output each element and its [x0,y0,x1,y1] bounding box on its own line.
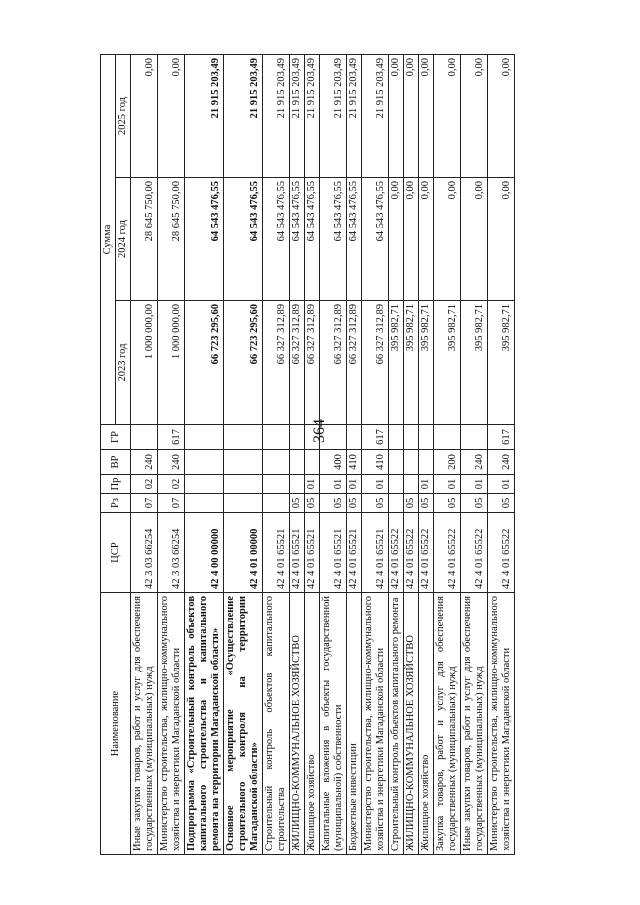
row-sum-2025: 21 915 203,49 [305,54,320,177]
row-name: Основное мероприятие «Осуществление строительного контроля на территории Магаданской области» [224,593,263,855]
row-sum-2023: 395 982,71 [488,301,515,425]
row-gr [131,425,158,450]
table-row [419,54,434,854]
row-name: Капитальные вложения в объекты государственной (муниципальной) собственности [320,593,347,855]
row-gr [224,425,263,450]
table-row [224,54,263,854]
row-csr: 42 4 01 65522 [434,513,461,593]
row-name: Министерство строительства, жилищно-коммунального хозяйства и энергетики Магаданской области [158,593,185,855]
row-sum-2023: 395 982,71 [389,301,404,425]
budget-table-container [100,55,552,855]
row-rz [263,494,290,513]
row-sum-2025: 0,00 [419,54,434,177]
header-sum: Сумма [101,54,116,424]
row-pr [389,475,404,494]
row-csr: 42 4 01 65521 [263,513,290,593]
header-vr: ВР [101,450,131,475]
table-row [362,54,389,854]
row-sum-2024: 0,00 [404,178,419,301]
row-rz: 05 [488,494,515,513]
row-gr [185,425,224,450]
row-rz: 07 [131,494,158,513]
row-rz: 05 [320,494,347,513]
row-rz: 05 [347,494,362,513]
row-vr [263,450,290,475]
row-csr: 42 4 01 65521 [290,513,305,593]
row-sum-2023: 1 000 000,00 [131,301,158,425]
table-row [347,54,362,854]
row-name: Закупка товаров, работ и услуг для обеспечения государственных (муниципальных) нужд [434,593,461,855]
row-name: Подпрограмма «Строительный контроль объектов капитального строительства и капитального ремонта на территории Магаданской области» [185,593,224,855]
row-sum-2023: 66 327 312,89 [362,301,389,425]
row-sum-2025: 0,00 [488,54,515,177]
row-sum-2023: 66 723 295,60 [185,301,224,425]
row-gr [434,425,461,450]
row-pr: 01 [461,475,488,494]
row-vr [404,450,419,475]
row-sum-2024: 0,00 [461,178,488,301]
table-row [185,54,224,854]
row-vr: 240 [158,450,185,475]
row-sum-2024: 28 645 750,00 [131,178,158,301]
row-sum-2024: 64 543 476,55 [320,178,347,301]
row-rz [389,494,404,513]
row-sum-2025: 21 915 203,49 [263,54,290,177]
row-gr [263,425,290,450]
row-pr [290,475,305,494]
row-sum-2025: 0,00 [404,54,419,177]
row-csr: 42 3 03 66254 [158,513,185,593]
row-csr: 42 4 01 65521 [305,513,320,593]
table-row [404,54,419,854]
row-rz: 05 [434,494,461,513]
row-name: Иные закупки товаров, работ и услуг для обеспечения государственных (муниципальных) нужд [461,593,488,855]
row-pr [263,475,290,494]
row-sum-2024: 64 543 476,55 [305,178,320,301]
row-sum-2025: 21 915 203,49 [290,54,305,177]
row-sum-2023: 66 327 312,89 [347,301,362,425]
row-sum-2024: 0,00 [389,178,404,301]
row-vr: 410 [347,450,362,475]
row-rz: 05 [305,494,320,513]
row-vr [290,450,305,475]
row-sum-2025: 0,00 [131,54,158,177]
row-sum-2024: 0,00 [419,178,434,301]
header-year-2023: 2023 год [116,301,131,425]
row-gr: 617 [362,425,389,450]
row-vr [419,450,434,475]
header-pr: Пр [101,475,131,494]
row-sum-2024: 64 543 476,55 [347,178,362,301]
row-gr [461,425,488,450]
row-sum-2024: 64 543 476,55 [362,178,389,301]
row-name: Министерство строительства, жилищно-коммунального хозяйства и энергетики Магаданской области [362,593,389,855]
row-pr: 01 [419,475,434,494]
row-sum-2025: 21 915 203,49 [362,54,389,177]
row-pr: 01 [320,475,347,494]
row-name: Строительный контроль объектов капитального ремонта [389,593,404,855]
row-sum-2025: 21 915 203,49 [347,54,362,177]
table-row [320,54,347,854]
table-body [131,54,515,854]
row-name: Жилищное хозяйство [305,593,320,855]
row-vr: 240 [488,450,515,475]
row-pr: 01 [488,475,515,494]
row-sum-2024: 28 645 750,00 [158,178,185,301]
table-row [263,54,290,854]
row-name: ЖИЛИЩНО-КОММУНАЛЬНОЕ ХОЗЯЙСТВО [404,593,419,855]
row-sum-2024: 64 543 476,55 [185,178,224,301]
row-name: ЖИЛИЩНО-КОММУНАЛЬНОЕ ХОЗЯЙСТВО [290,593,305,855]
row-sum-2023: 395 982,71 [404,301,419,425]
row-pr: 01 [362,475,389,494]
row-pr [404,475,419,494]
header-year-2025: 2025 год [116,54,131,177]
row-sum-2025: 0,00 [158,54,185,177]
row-csr: 42 4 01 65522 [419,513,434,593]
row-vr: 240 [131,450,158,475]
budget-table [100,54,515,855]
header-year-2024: 2024 год [116,178,131,301]
row-rz: 05 [290,494,305,513]
table-row [131,54,158,854]
row-gr [320,425,347,450]
row-sum-2023: 1 000 000,00 [158,301,185,425]
row-gr [347,425,362,450]
header-gr: ГР [101,425,131,450]
row-sum-2023: 66 327 312,89 [305,301,320,425]
row-csr: 42 4 01 65522 [488,513,515,593]
row-sum-2024: 0,00 [488,178,515,301]
row-vr [224,450,263,475]
row-sum-2023: 66 327 312,89 [320,301,347,425]
row-sum-2023: 395 982,71 [461,301,488,425]
row-gr [419,425,434,450]
row-sum-2025: 21 915 203,49 [185,54,224,177]
row-gr: 617 [158,425,185,450]
row-csr: 42 4 01 65522 [404,513,419,593]
header-rz: Рз [101,494,131,513]
row-pr [224,475,263,494]
row-rz [185,494,224,513]
row-name: Бюджетные инвестиции [347,593,362,855]
row-gr: 617 [488,425,515,450]
row-rz: 05 [404,494,419,513]
row-sum-2024: 64 543 476,55 [224,178,263,301]
header-name: Наименование [101,593,131,855]
row-csr: 42 4 01 00000 [224,513,263,593]
table-header-row [101,54,116,854]
row-pr [185,475,224,494]
row-rz: 07 [158,494,185,513]
row-name: Строительный контроль объектов капитального строительства [263,593,290,855]
row-csr: 42 4 01 65521 [347,513,362,593]
row-sum-2025: 0,00 [434,54,461,177]
table-row [305,54,320,854]
row-pr: 02 [158,475,185,494]
row-rz [224,494,263,513]
page-number: 364 [311,419,328,443]
header-csr: ЦСР [101,513,131,593]
row-sum-2025: 21 915 203,49 [224,54,263,177]
table-row [461,54,488,854]
row-sum-2024: 0,00 [434,178,461,301]
row-name: Жилищное хозяйство [419,593,434,855]
row-gr [389,425,404,450]
row-csr: 42 3 03 66254 [131,513,158,593]
table-row [389,54,404,854]
row-gr [404,425,419,450]
row-rz: 05 [419,494,434,513]
table-row [434,54,461,854]
row-sum-2023: 395 982,71 [419,301,434,425]
row-sum-2025: 21 915 203,49 [320,54,347,177]
row-gr [305,425,320,450]
row-vr: 240 [461,450,488,475]
row-pr: 01 [305,475,320,494]
row-sum-2025: 0,00 [389,54,404,177]
row-gr [290,425,305,450]
row-vr: 200 [434,450,461,475]
row-sum-2023: 66 327 312,89 [263,301,290,425]
row-csr: 42 4 01 65521 [362,513,389,593]
row-csr: 42 4 01 65522 [389,513,404,593]
table-row [488,54,515,854]
row-csr: 42 4 01 65522 [461,513,488,593]
row-vr [305,450,320,475]
row-sum-2023: 66 723 295,60 [224,301,263,425]
table-row [290,54,305,854]
row-rz: 05 [362,494,389,513]
row-rz: 05 [461,494,488,513]
table-row [158,54,185,854]
row-sum-2025: 0,00 [461,54,488,177]
row-csr: 42 4 00 00000 [185,513,224,593]
row-vr [185,450,224,475]
row-vr [389,450,404,475]
row-sum-2023: 66 327 312,89 [290,301,305,425]
row-name: Иные закупки товаров, работ и услуг для обеспечения государственных (муниципальных) нужд [131,593,158,855]
row-sum-2023: 395 982,71 [434,301,461,425]
row-sum-2024: 64 543 476,55 [290,178,305,301]
row-pr: 01 [347,475,362,494]
row-vr: 410 [362,450,389,475]
row-sum-2024: 64 543 476,55 [263,178,290,301]
row-vr: 400 [320,450,347,475]
row-pr: 01 [434,475,461,494]
row-csr: 42 4 01 65521 [320,513,347,593]
row-pr: 02 [131,475,158,494]
row-name: Министерство строительства, жилищно-коммунального хозяйства и энергетики Магаданской области [488,593,515,855]
